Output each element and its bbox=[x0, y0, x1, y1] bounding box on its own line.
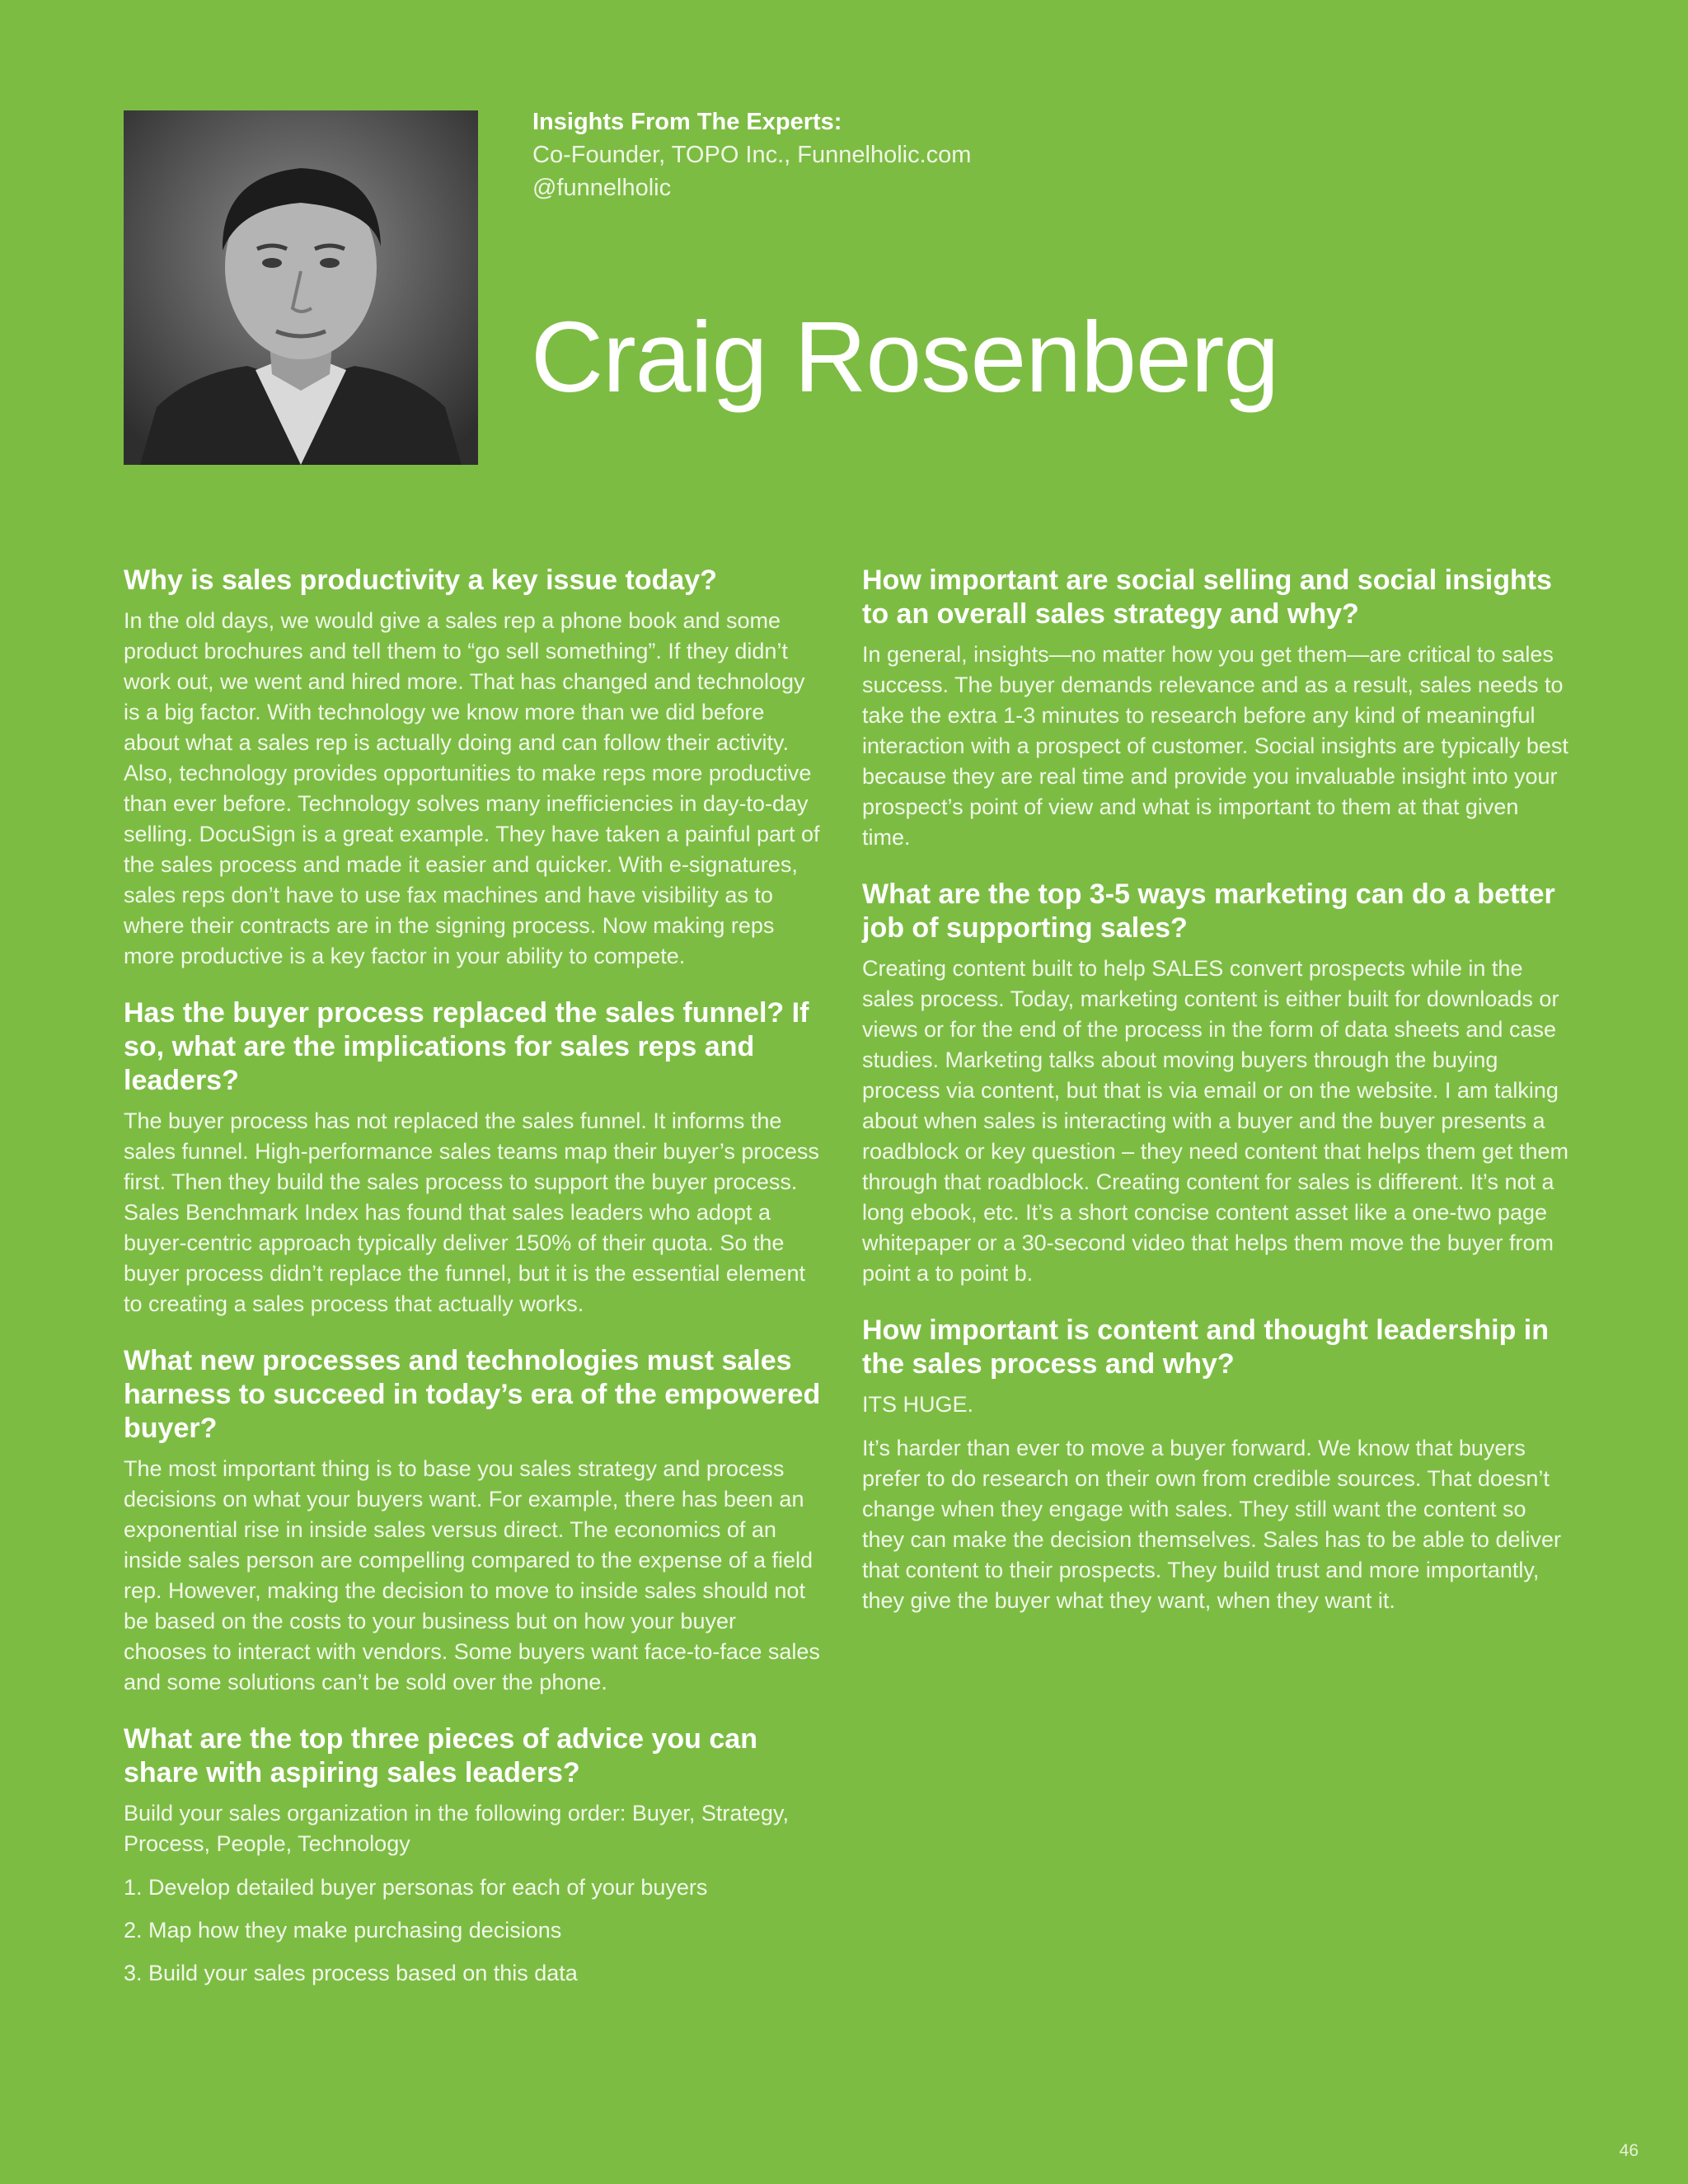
question-heading: Has the buyer process replaced the sales funnel? If so, what are the implications for sales reps and leaders? bbox=[124, 997, 809, 1096]
expert-intro bbox=[532, 105, 1604, 204]
question-heading: How important are social selling and social insights to an overall sales strategy and why? bbox=[862, 565, 1552, 630]
person-portrait-icon bbox=[124, 110, 478, 465]
answer-text: In the old days, we would give a sales rep a phone book and some product brochures and tell them to “go sell something”. If they didn’t work out, we went and hired more. That has changed and technology is a big factor. With technology we know more than we did before about what a sales rep is actually doing and can follow their activity. Also, technology provides opportunities to make reps more productive than ever before. Technology solves many inefficiencies in day-to-day selling. DocuSign is a great example. They have taken a painful part of the sales process and made it easier and quicker. With e-signatures, sales reps don’t have to use fax machines and have visibility as to where their contracts are in the signing process. Now making reps more productive is a key factor in your ability to compete. bbox=[124, 608, 820, 968]
expert-role: Co-Founder, TOPO Inc., Funnelholic.com bbox=[532, 142, 972, 168]
answer-text: It’s harder than ever to move a buyer forward. We know that buyers prefer to do research on their own from credible sources. That doesn’t change when they engage with sales. They still want the content so they can make the decision themselves. Sales has to be able to deliver that content to their prospects. They build trust and more importantly, they give the buyer what they want, when they want it. bbox=[862, 1436, 1561, 1613]
list-item: 3. Build your sales process based on this data bbox=[124, 1961, 578, 1985]
portrait-photo bbox=[124, 110, 478, 465]
answer-text: In general, insights—no matter how you get them—are critical to sales success. The buyer demands relevance and as a result, sales needs to take the extra 1-3 minutes to research before any kind of meaningful interaction with a prospect of customer. Social insights are typically best because they are real time and provide you invaluable insight into your prospect’s point of view and what is important to them at that given time. bbox=[862, 642, 1568, 850]
question-heading: How important is content and thought leadership in the sales process and why? bbox=[862, 1315, 1549, 1380]
answer-text: The buyer process has not replaced the sales funnel. It informs the sales funnel. High-performance sales teams map their buyer’s process first. Then they build the sales process to support the buyer process. Sales Benchmark Index has found that sales leaders who adopt a buyer-centric approach typically deliver 150% of their quota. So the buyer process didn’t replace the funnel, but it is the essential element to creating a sales process that actually works. bbox=[124, 1108, 819, 1316]
list-item: 2. Map how they make purchasing decisions bbox=[124, 1918, 562, 1943]
page-number: 46 bbox=[1619, 2141, 1639, 2160]
intro-kicker: Insights From The Experts: bbox=[532, 109, 842, 135]
answer-text: Build your sales organization in the following order: Buyer, Strategy, Process, People, Technology bbox=[124, 1801, 789, 1856]
question-heading: What new processes and technologies must sales harness to succeed in today’s era of the empowered buyer? bbox=[124, 1345, 821, 1444]
list-item: 1. Develop detailed buyer personas for each of your buyers bbox=[124, 1875, 708, 1900]
advice-list bbox=[124, 1872, 823, 1989]
question-heading: What are the top 3-5 ways marketing can do a better job of supporting sales? bbox=[862, 879, 1555, 944]
expert-handle: @funnelholic bbox=[532, 175, 672, 201]
answer-short-text: ITS HUGE. bbox=[862, 1392, 974, 1417]
question-heading: Why is sales productivity a key issue today? bbox=[124, 565, 717, 596]
left-column bbox=[124, 564, 823, 2001]
expert-name: Craig Rosenberg bbox=[531, 301, 1279, 413]
question-heading: What are the top three pieces of advice you can share with aspiring sales leaders? bbox=[124, 1723, 757, 1788]
right-column bbox=[862, 564, 1571, 1641]
answer-text: The most important thing is to base you sales strategy and process decisions on what your buyers want. For example, there has been an exponential rise in inside sales versus direct. The economics of an inside sales person are compelling compared to the expense of a field rep. However, making the decision to move to inside sales should not be based on the costs to your business but on how your buyer chooses to interact with vendors. Some buyers want face-to-face sales and some solutions can’t be sold over the phone. bbox=[124, 1456, 820, 1694]
answer-text: Creating content built to help SALES convert prospects while in the sales process. Today, marketing content is either built for downloads or views or for the end of the process in the form of data sheets and case studies. Marketing talks about moving buyers through the buying process via content, but that is via email or on the website. I am talking about when sales is interacting with a buyer and the buyer presents a roadblock or key question – they need content that helps them get them through that roadblock. Creating content for sales is different. It’s not a long ebook, etc. It’s a short concise content asset like a one-two page whitepaper or a 30-second video that helps them move the buyer from point a to point b. bbox=[862, 956, 1569, 1286]
